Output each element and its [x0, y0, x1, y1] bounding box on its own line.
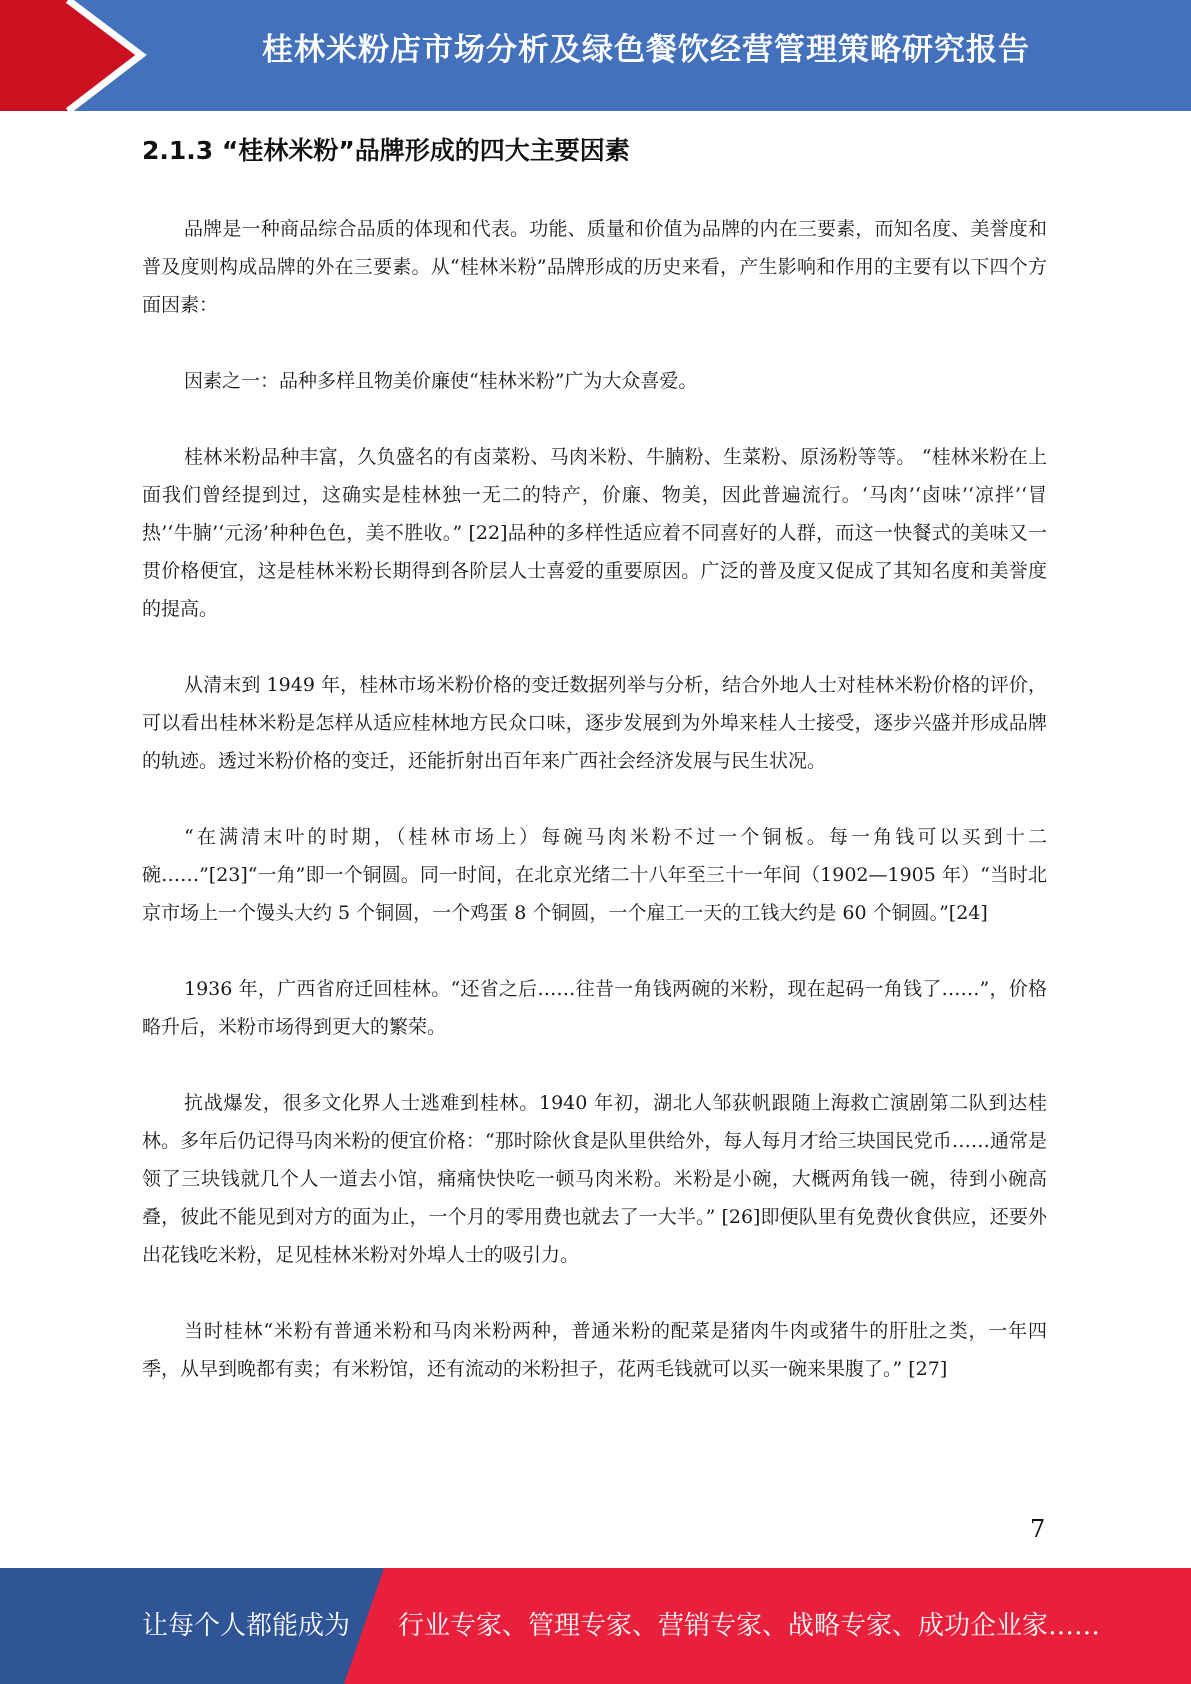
paragraph: “在满清末叶的时期，（桂林市场上）每碗马肉米粉不过一个铜板。每一角钱可以买到十二碗……”[23]“一角”即一个铜圆。同一时间，在北京光绪二十八年至三十一年间（1902—1905 年）“当时北京市场上一个馒头大约 5 个铜圆，一个鸡蛋 8 个铜圆，一个雇工一天的工钱大约是 60 个铜圆。”[24] — [142, 826, 1047, 924]
page-footer — [0, 1568, 1191, 1684]
paragraph: 因素之一：品种多样且物美价廉使“桂林米粉”广为大众喜爱。 — [184, 370, 698, 392]
report-title: 桂林米粉店市场分析及绿色餐饮经营管理策略研究报告 — [262, 32, 1030, 68]
paragraph: 当时桂林“米粉有普通米粉和马肉米粉两种，普通米粉的配菜是猪肉牛肉或猪牛的肝肚之类，一年四季，从早到晚都有卖；有米粉馆，还有流动的米粉担子，花两毛钱就可以买一碗来果腹了。” [27] — [142, 1320, 1047, 1380]
section-heading: 2.1.3 “桂林米粉”品牌形成的四大主要因素 — [142, 136, 630, 165]
paragraph: 品牌是一种商品综合品质的体现和代表。功能、质量和价值为品牌的内在三要素，而知名度、美誉度和普及度则构成品牌的外在三要素。从“桂林米粉”品牌形成的历史来看，产生影响和作用的主要有以下四个方面因素： — [142, 218, 1047, 316]
paragraph: 1936 年，广西省府迁回桂林。“还省之后……往昔一角钱两碗的米粉，现在起码一角钱了……”，价格略升后，米粉市场得到更大的繁荣。 — [142, 978, 1047, 1038]
paragraph: 抗战爆发，很多文化界人士逃难到桂林。1940 年初，湖北人邹荻帆跟随上海救亡演剧第二队到达桂林。多年后仍记得马肉米粉的便宜价格：“那时除伙食是队里供给外，每人每月才给三块国民党币……通常是领了三块钱就几个人一道去小馆，痛痛快快吃一顿马肉米粉。米粉是小碗，大概两角钱一碗，待到小碗高叠，彼此不能见到对方的面为止，一个月的零用费也就去了一大半。” [26]即便队里有免费伙食供应，还要外出花钱吃米粉，足见桂林米粉对外埠人士的吸引力。 — [142, 1092, 1047, 1266]
body-text — [142, 210, 1047, 1426]
footer-slogan-left: 让每个人都能成为 — [142, 1611, 351, 1641]
paragraph: 从清末到 1949 年，桂林市场米粉价格的变迁数据列举与分析，结合外地人士对桂林米粉价格的评价，可以看出桂林米粉是怎样从适应桂林地方民众口味，逐步发展到为外埠来桂人士接受，逐步兴盛并形成品牌的轨迹。透过米粉价格的变迁，还能折射出百年来广西社会经济发展与民生状况。 — [142, 674, 1047, 772]
page-header — [0, 0, 1191, 111]
footer-slogan-right: 行业专家、管理专家、营销专家、战略专家、成功企业家…… — [398, 1611, 1101, 1641]
page-number: 7 — [1030, 1515, 1046, 1543]
paragraph: 桂林米粉品种丰富，久负盛名的有卤菜粉、马肉米粉、牛腩粉、生菜粉、原汤粉等等。 “桂林米粉在上面我们曾经提到过，这确实是桂林独一无二的特产，价廉、物美，因此普遍流行。‘马肉’‘卤味’‘凉拌’‘冒热’‘牛腩’‘元汤’种种色色，美不胜收。” [22]品种的多样性适应着不同喜好的人群，而这一快餐式的美味又一贯价格便宜，这是桂林米粉长期得到各阶层人士喜爱的重要原因。广泛的普及度又促成了其知名度和美誉度的提高。 — [142, 446, 1047, 620]
